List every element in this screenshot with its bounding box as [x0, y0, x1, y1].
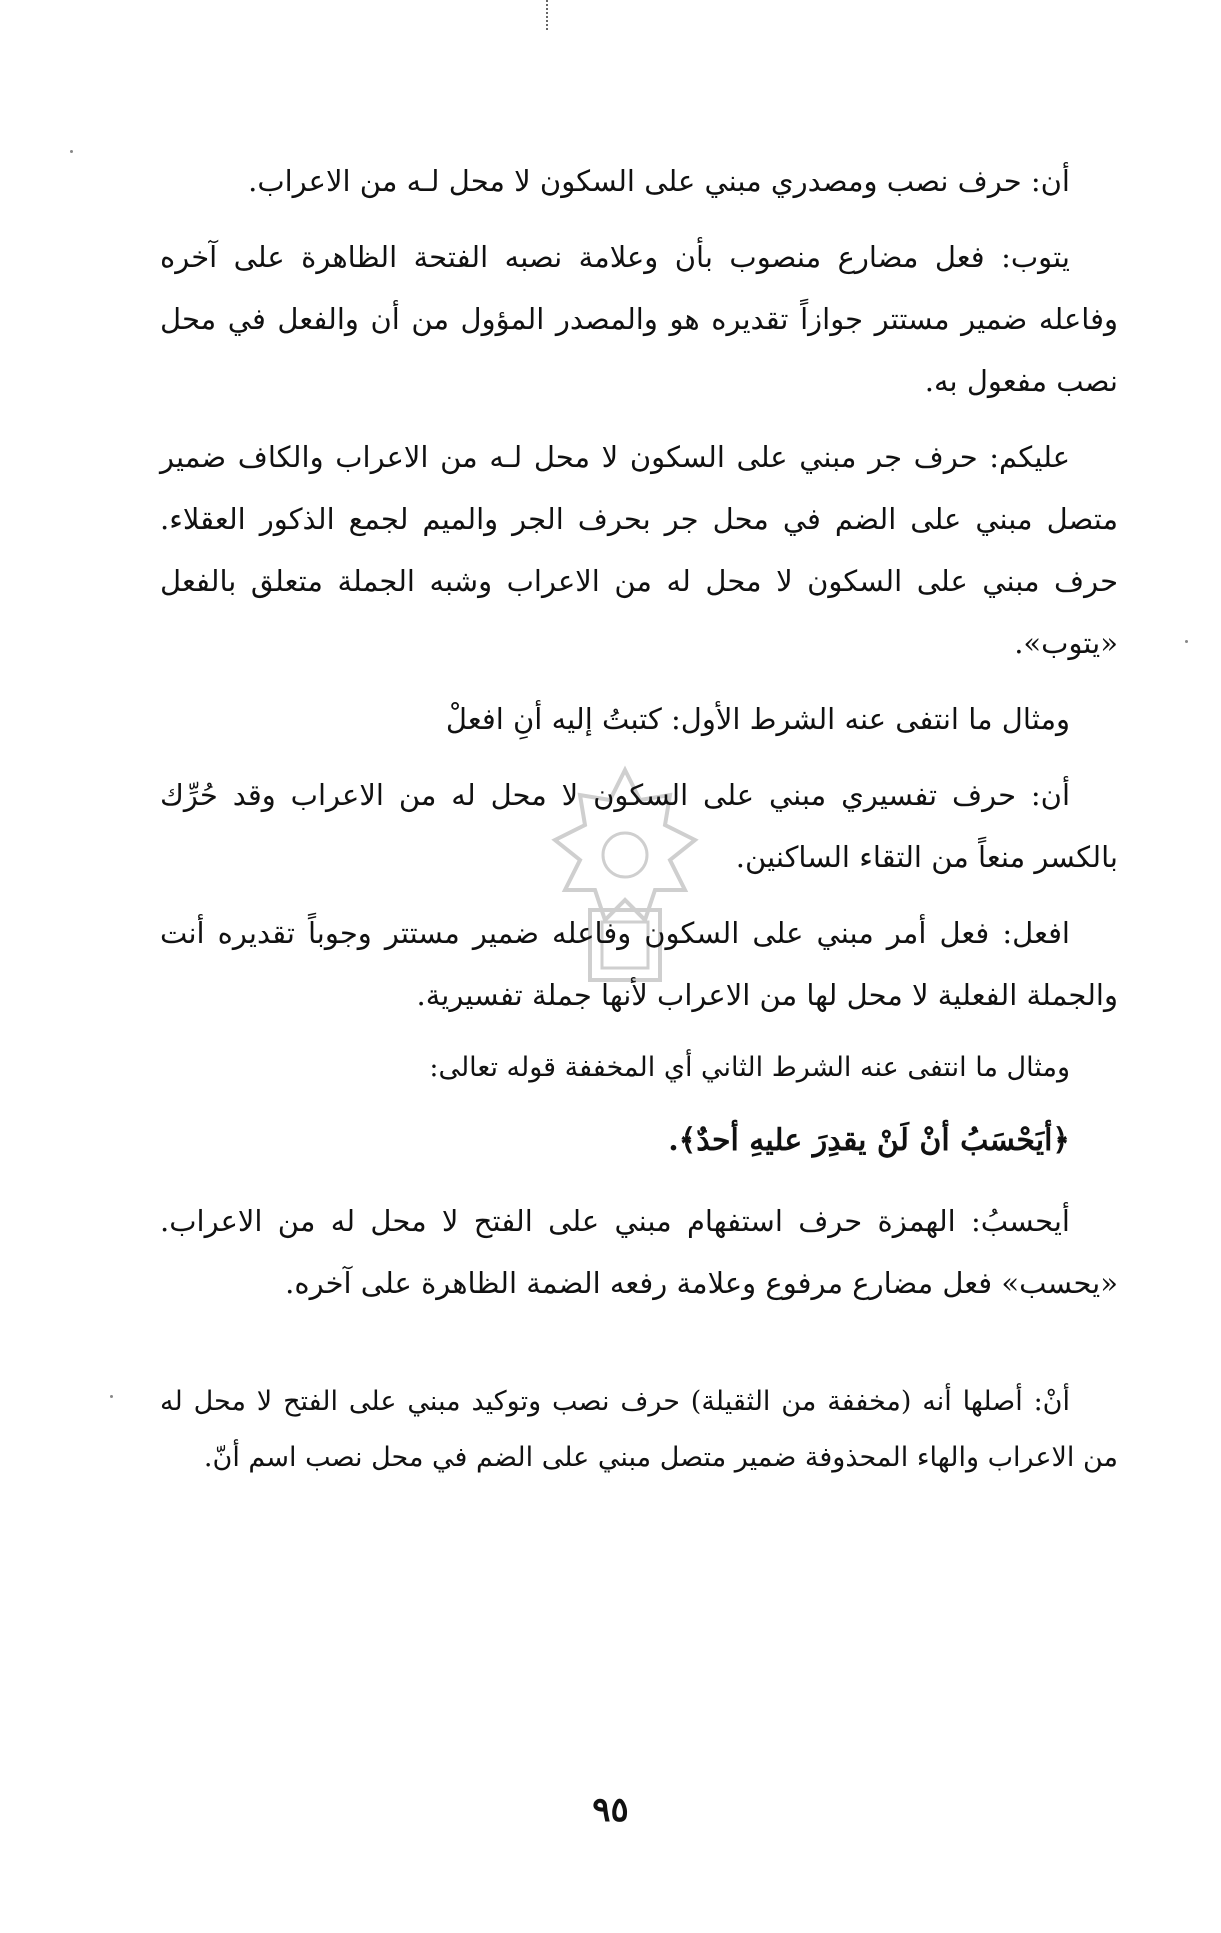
paragraph-an-mukhaffafa: أنْ: أصلها أنه (مخففة من الثقيلة) حرف نصب وتوكيد مبني على الفتح لا محل له من الاعراب والهاء المحذوفة ضمير متصل مبني على الضم في محل نصب اسم أنّ.	[160, 1386, 1118, 1473]
quran-verse: ﴿أيَحْسَبُ أنْ لَنْ يقدِرَ عليهِ أحدٌ﴾.	[668, 1123, 1070, 1158]
paragraph-an-parsing: أن: حرف نصب ومصدري مبني على السكون لا محل لـه من الاعراب.	[248, 164, 1070, 198]
page-text	[160, 150, 1118, 1500]
page-number: ٩٥	[592, 1790, 629, 1830]
margin-speck	[1185, 640, 1188, 643]
top-crease-mark	[546, 0, 550, 30]
paragraph-an-tafsiri: أن: حرف تفسيري مبني على السكون لا محل له من الاعراب وقد حُرِّك بالكسر منعاً من التقاء الساكنين.	[160, 778, 1118, 874]
margin-speck	[70, 150, 73, 153]
paragraph-yatub-parsing: يتوب: فعل مضارع منصوب بأن وعلامة نصبه الفتحة الظاهرة على آخره وفاعله ضمير مستتر جوازاً تقديره هو والمصدر المؤول من أن والفعل في محل نصب مفعول به.	[160, 240, 1118, 398]
paragraph-ifal-parsing: افعل: فعل أمر مبني على السكون وفاعله ضمير مستتر وجوباً تقديره أنت والجملة الفعلية لا محل لها من الاعراب لأنها جملة تفسيرية.	[160, 916, 1118, 1012]
paragraph-alaykum-parsing: عليكم: حرف جر مبني على السكون لا محل لـه من الاعراب والكاف ضمير متصل مبني على الضم في محل جر بحرف الجر والميم لجمع الذكور العقلاء. حرف مبني على السكون لا محل له من الاعراب وشبه الجملة متعلق بالفعل «يتوب».	[160, 440, 1118, 660]
margin-speck	[110, 1395, 113, 1398]
example-second-condition: ومثال ما انتفى عنه الشرط الثاني أي المخففة قوله تعالى:	[429, 1052, 1070, 1083]
example-first-condition: ومثال ما انتفى عنه الشرط الأول: كتبتُ إليه أنِ افعلْ	[445, 702, 1070, 736]
paragraph-ayahsabu-parsing: أيحسبُ: الهمزة حرف استفهام مبني على الفتح لا محل له من الاعراب. «يحسب» فعل مضارع مرفوع وعلامة رفعه الضمة الظاهرة على آخره.	[160, 1204, 1118, 1300]
